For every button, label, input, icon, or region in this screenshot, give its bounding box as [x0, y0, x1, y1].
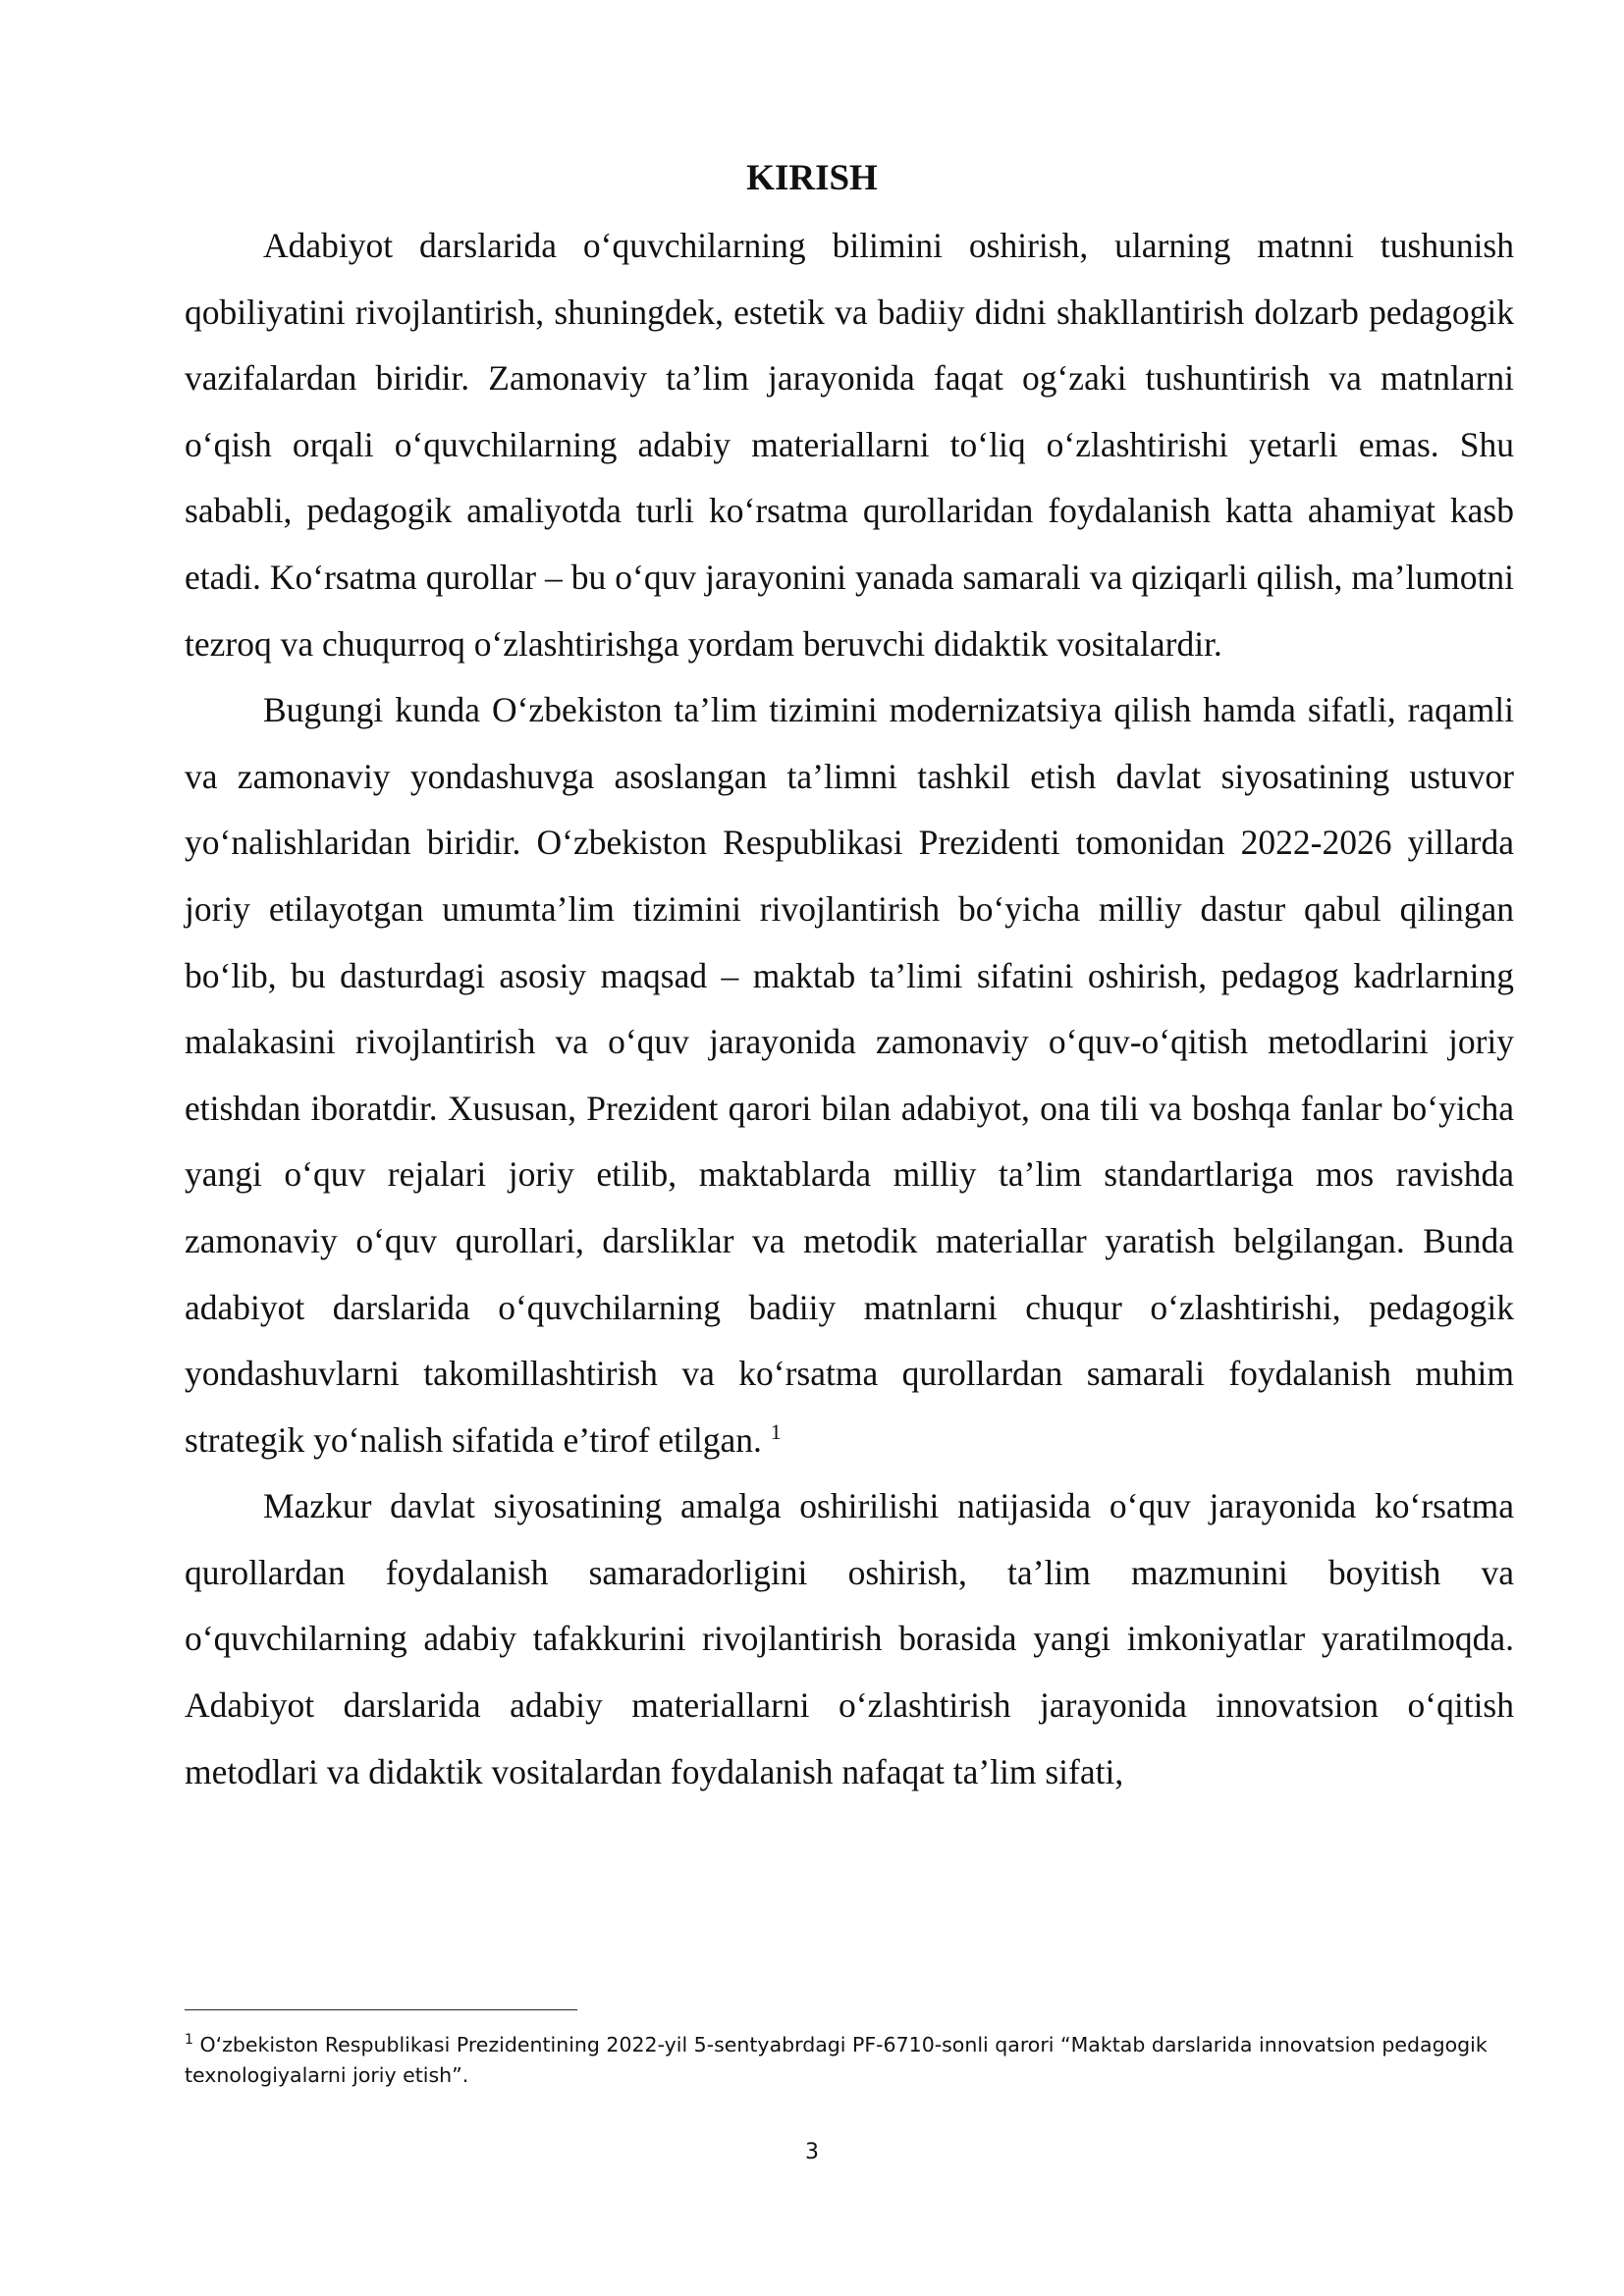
- footnote-reference[interactable]: 1: [770, 1418, 782, 1444]
- paragraph-3-text: Mazkur davlat siyosatining amalga oshirilishi natijasida o‘quv jarayonida ko‘rsatma qurollardan foydalanish samaradorligini oshirish, ta’lim mazmunini boyitish va o‘quvchilarning adabiy tafakkurini rivojlantirish borasida yangi imkoniyatlar yaratilmoqda. Adabiyot darslarida adabiy materiallarni o‘zlashtirish jarayonida innovatsion o‘qitish metodlari va didaktik vositalardan foydalanish nafaqat ta’lim sifati,: [185, 1486, 1514, 1791]
- footnote-separator: [185, 2009, 577, 2010]
- paragraph-2: [185, 677, 1514, 1473]
- footnote: [185, 2030, 1514, 2091]
- footnote-mark: 1: [185, 2032, 193, 2049]
- footnote-text: O‘zbekiston Respublikasi Prezidentining 2022-yil 5-sentyabrdagi PF-6710-sonli qarori “Maktab darslarida innovatsion pedagogik texnologiyalarni joriy etish”.: [185, 2033, 1488, 2087]
- paragraph-1: [185, 213, 1514, 677]
- paragraph-1-text: Adabiyot darslarida o‘quvchilarning bilimini oshirish, ularning matnni tushunish qobiliyatini rivojlantirish, shuningdek, estetik va badiiy didni shakllantirish dolzarb pedagogik vazifalardan biridir. Zamonaviy ta’lim jarayonida faqat og‘zaki tushuntirish va matnlarni o‘qish orqali o‘quvchilarning adabiy materiallarni to‘liq o‘zlashtirishi yetarli emas. Shu sababli, pedagogik amaliyotda turli ko‘rsatma qurollaridan foydalanish katta ahamiyat kasb etadi. Ko‘rsatma qurollar – bu o‘quv jarayonini yanada samarali va qiziqarli qilish, ma’lumotni tezroq va chuqurroq o‘zlashtirishga yordam beruvchi didaktik vositalardir.: [185, 226, 1514, 664]
- paragraph-3: [185, 1473, 1514, 1805]
- page-number: 3: [805, 2140, 819, 2164]
- body-text: [185, 213, 1514, 1805]
- section-heading: KIRISH: [746, 158, 878, 198]
- paragraph-2-text: Bugungi kunda O‘zbekiston ta’lim tizimini modernizatsiya qilish hamda sifatli, raqamli va zamonaviy yondashuvga asoslangan ta’limni tashkil etish davlat siyosatining ustuvor yo‘nalishlaridan biridir. O‘zbekiston Respublikasi Prezidenti tomonidan 2022-2026 yillarda joriy etilayotgan umumta’lim tizimini rivojlantirish bo‘yicha milliy dastur qabul qilingan bo‘lib, bu dasturdagi asosiy maqsad – maktab ta’limi sifatini oshirish, pedagog kadrlarning malakasini rivojlantirish va o‘quv jarayonida zamonaviy o‘quv-o‘qitish metodlarini joriy etishdan iboratdir. Xususan, Prezident qarori bilan adabiyot, ona tili va boshqa fanlar bo‘yicha yangi o‘quv rejalari joriy etilib, maktablarda milliy ta’lim standartlariga mos ravishda zamonaviy o‘quv qurollari, darsliklar va metodik materiallar yaratish belgilangan. Bunda adabiyot darslarida o‘quvchilarning badiiy matnlarni chuqur o‘zlashtirishi, pedagogik yondashuvlarni takomillashtirish va ko‘rsatma qurollardan samarali foydalanish muhim strategik yo‘nalish sifatida e’tirof etilgan.: [185, 690, 1514, 1460]
